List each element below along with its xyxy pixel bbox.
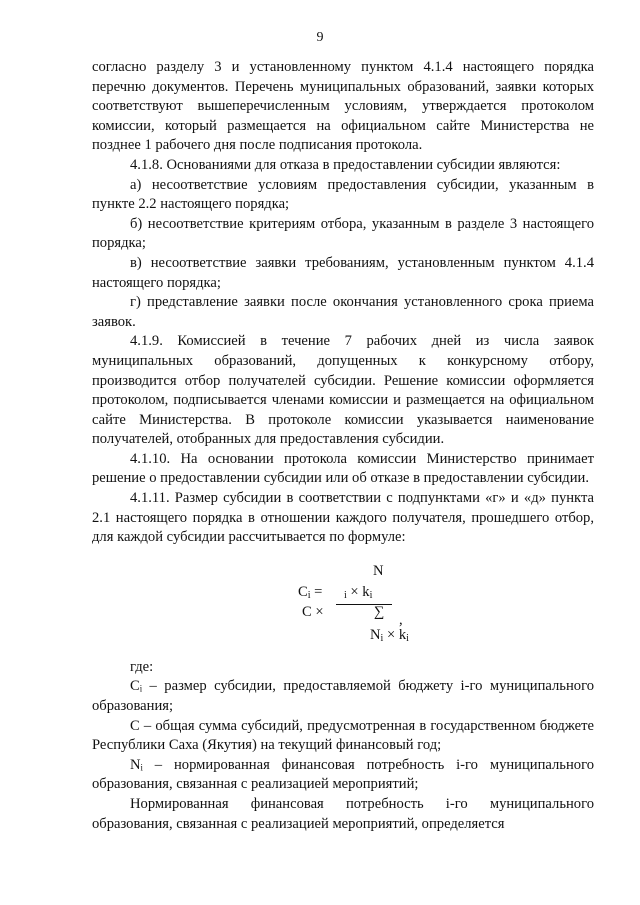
paragraph: 4.1.8. Основаниями для отказа в предоставлении субсидии являются: bbox=[130, 156, 561, 173]
formula-sigma: ∑ bbox=[374, 603, 385, 620]
formula-denominator: $N_i \times k_i$ bbox=[370, 626, 409, 644]
paragraph: г) представление заявки после окончания установленного срока приема заявок. bbox=[92, 294, 594, 330]
formula-comma: , bbox=[399, 611, 403, 628]
formula-top-n: N bbox=[373, 562, 384, 579]
subsidy-formula bbox=[92, 554, 594, 652]
formula-numerator: $_i \times k_i$ bbox=[344, 583, 373, 601]
document-body bbox=[92, 58, 594, 834]
paragraph: согласно разделу 3 и установленному пунктом 4.1.4 настоящего порядка перечню документов. Перечень муниципальных образований, заявки которых соответствуют вышеперечисленным условиям, утверждается протоколом комиссии, который размещается на официальном сайте Министерства не позднее 1 рабочего дня после подписания протокола. bbox=[92, 59, 594, 154]
formula-lhs: $C_i$ = bbox=[298, 583, 323, 601]
paragraph: б) несоответствие критериям отбора, указанным в разделе 3 настоящего порядка; bbox=[92, 215, 594, 252]
paragraph: 4.1.11. Размер субсидии в соответствии с подпунктами «г» и «д» пункта 2.1 настоящего порядка в отношении каждого получателя, прошедшего отбор, для каждой субсидии рассчитывается по формуле: bbox=[92, 490, 594, 546]
paragraph: а) несоответствие условиям предоставления субсидии, указанным в пункте 2.2 настоящего порядка; bbox=[92, 176, 594, 213]
paragraph: 4.1.9. Комиссией в течение 7 рабочих дней из числа заявок муниципальных образований, допущенных к конкурсному отбору, производится отбор получателей субсидии. Решение комиссии оформляется протоколом, подписывается членами комиссии и размещается на официальном сайте Министерства. В протоколе комиссии указывается наименование получателей, отобранных для предоставления субсидии. bbox=[92, 333, 594, 448]
paragraph: Cᵢ – размер субсидии, предоставляемой бюджету i-го муниципального образования; bbox=[92, 678, 594, 715]
paragraph: Nᵢ – нормированная финансовая потребность i-го муниципального образования, связанная с реализацией мероприятий; bbox=[92, 756, 594, 793]
paragraph: где: bbox=[130, 658, 154, 675]
page-number: 9 bbox=[316, 30, 324, 45]
formula-c-times: С × bbox=[302, 603, 324, 620]
paragraph: в) несоответствие заявки требованиям, установленным пунктом 4.1.4 настоящего порядка; bbox=[92, 254, 594, 291]
paragraph: 4.1.10. На основании протокола комиссии Министерство принимает решение о предоставлении субсидии или об отказе в предоставлении субсидии. bbox=[92, 450, 594, 487]
paragraph: С – общая сумма субсидий, предусмотренная в государственном бюджете Республики Саха (Якутия) на текущий финансовый год; bbox=[92, 717, 594, 754]
paragraph: Нормированная финансовая потребность i-го муниципального образования, связанная с реализацией мероприятий, определяется bbox=[92, 796, 594, 832]
